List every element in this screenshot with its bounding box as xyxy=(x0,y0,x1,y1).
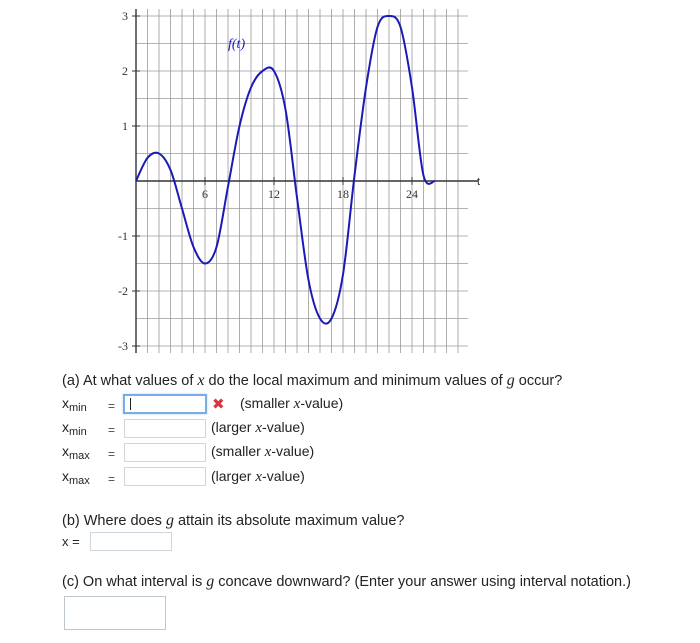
y-tick-label: -1 xyxy=(118,229,128,243)
y-tick-label: 3 xyxy=(122,9,128,23)
absolute-max-label: x = xyxy=(62,534,80,549)
equals-sign: = xyxy=(108,447,116,461)
absolute-max-input[interactable] xyxy=(90,532,172,551)
xmax-larger-input[interactable] xyxy=(124,467,206,486)
equals-sign: = xyxy=(108,423,116,437)
xmin-larger-input[interactable] xyxy=(124,419,206,438)
y-tick-label: -2 xyxy=(118,284,128,298)
xmin-larger-label: $x_{min}$ xyxy=(62,419,87,438)
y-tick-label: 2 xyxy=(122,64,128,78)
xmin-smaller-note: (smaller x-value) xyxy=(240,395,344,412)
y-tick-label: 1 xyxy=(122,119,128,133)
x-tick-label: 6 xyxy=(202,187,208,201)
text-cursor xyxy=(130,398,131,410)
t-axis-label: t xyxy=(477,176,481,188)
xmin-smaller-input[interactable] xyxy=(123,394,207,414)
concave-down-interval-input[interactable] xyxy=(64,596,166,630)
graph-axes xyxy=(136,9,481,353)
question-a: (a) At what values of x do the local maximum and minimum values of g occur? xyxy=(62,372,563,389)
xmax-smaller-note: (smaller x-value) xyxy=(211,443,315,460)
equals-sign: = xyxy=(108,399,116,413)
question-c: (c) On what interval is g concave downward? (Enter your answer using interval notation.) xyxy=(62,573,631,590)
x-tick-label: 12 xyxy=(268,187,280,201)
xmin-smaller-label: $x_{min}$ xyxy=(62,395,87,414)
x-tick-label: 24 xyxy=(406,187,418,201)
xmax-smaller-label: $x_{max}$ xyxy=(62,443,90,462)
xmin-larger-note: (larger x-value) xyxy=(211,419,305,436)
question-b: (b) Where does g attain its absolute maximum value? xyxy=(62,512,405,529)
x-tick-label: 18 xyxy=(337,187,349,201)
equals-sign: = xyxy=(108,472,116,486)
red-x-icon: ✖ xyxy=(212,396,225,413)
function-label: f(t) xyxy=(228,37,246,52)
xmax-smaller-input[interactable] xyxy=(124,443,206,462)
y-tick-label: -3 xyxy=(118,339,128,353)
xmax-larger-note: (larger x-value) xyxy=(211,468,305,485)
xmax-larger-label: $x_{max}$ xyxy=(62,468,90,487)
